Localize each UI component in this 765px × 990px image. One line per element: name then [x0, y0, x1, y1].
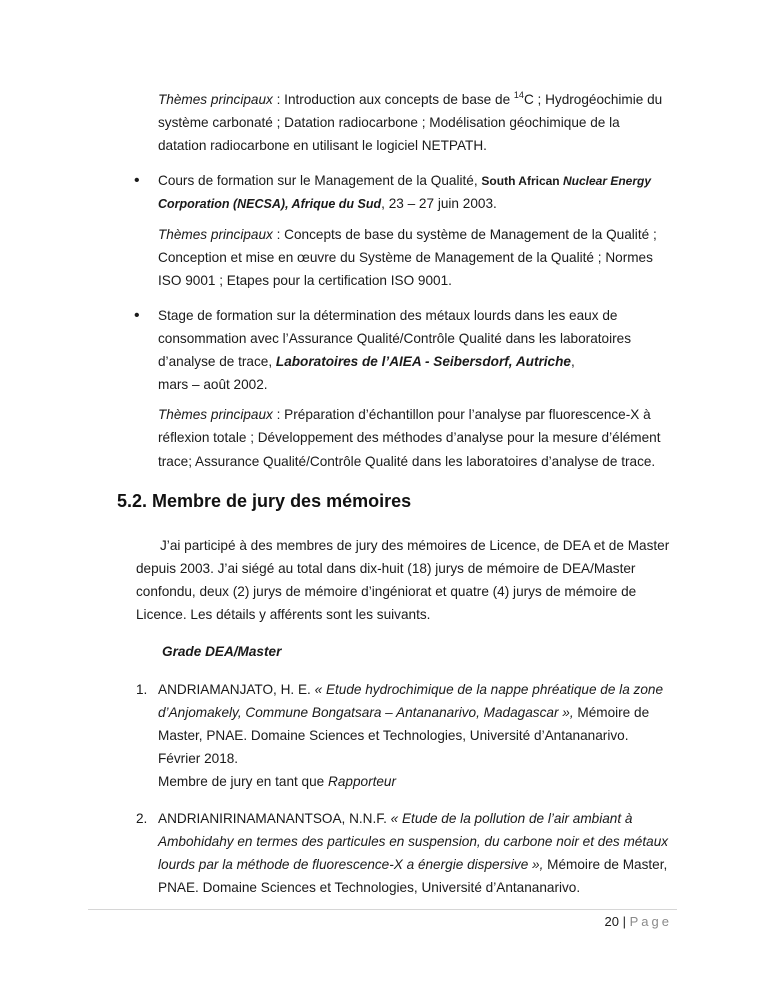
text: Cours de formation sur le Management de la Qualité, [158, 173, 482, 188]
author: ANDRIAMANJATO, H. E. [158, 682, 315, 697]
theme-line [158, 88, 662, 113]
theme-label: Thèmes principaux [158, 407, 273, 422]
paragraph-line: confondu, deux (2) jurys de mémoire d’ingéniorat et quatre (4) jurys de mémoire de [136, 584, 637, 599]
paragraph-line: Licence. Les détails y afférents sont les suivants. [136, 607, 431, 622]
list-number: 1. [136, 682, 148, 697]
list-item-line [158, 770, 396, 793]
list-item-line [158, 701, 649, 724]
list-item-line [158, 807, 632, 830]
text: Membre de jury en tant que [158, 774, 329, 789]
theme-line [158, 403, 651, 426]
text: Nuclear Energy [562, 174, 652, 188]
list-item-line [158, 853, 667, 876]
paragraph-line: depuis 2003. J’ai siégé au total dans dix-huit (18) jurys de mémoire de DEA/Master [136, 561, 636, 576]
text: Mémoire de [573, 705, 650, 720]
text-line: mars – août 2002. [158, 377, 268, 392]
grade-heading: Grade DEA/Master [162, 644, 282, 659]
text: , 23 – 27 juin 2003. [381, 196, 497, 211]
page-footer [605, 910, 672, 933]
thesis-title: « Etude de la pollution de l’air ambiant à [390, 811, 633, 826]
theme-label: Thèmes principaux [158, 227, 273, 242]
thesis-title: « Etude hydrochimique de la nappe phréatique de la zone [314, 682, 664, 697]
list-item-line: Février 2018. [158, 751, 239, 766]
list-item-line: Master, PNAE. Domaine Sciences et Technologies, Université d’Antananarivo. [158, 728, 629, 743]
list-number: 2. [136, 811, 148, 826]
bullet-icon: • [134, 172, 140, 189]
page-number: 20 [604, 914, 620, 929]
superscript: 14 [513, 90, 524, 100]
text-line: Conception et mise en œuvre du Système de Management de la Qualité ; Normes [158, 250, 653, 265]
text: , [570, 354, 575, 369]
text-line [158, 350, 575, 373]
text: South African [481, 174, 563, 188]
text: Mémoire de Master, [543, 857, 668, 872]
text-line: ISO 9001 ; Etapes pour la certification ISO 9001. [158, 273, 452, 288]
text-line: consommation avec l’Assurance Qualité/Contrôle Qualité dans les laboratoires [158, 331, 632, 346]
theme-line [158, 223, 657, 246]
role: Rapporteur [328, 774, 397, 789]
list-item-line [158, 678, 663, 701]
text: : Concepts de base du système de Management de la Qualité ; [272, 227, 657, 242]
text-line: Stage de formation sur la détermination des métaux lourds dans les eaux de [158, 308, 618, 323]
text: : Introduction aux concepts de base de [272, 92, 514, 107]
text-line: réflexion totale ; Développement des méthodes d’analyse pour la mesure d’élément [158, 430, 661, 445]
text-line: système carbonaté ; Datation radiocarbone ; Modélisation géochimique de la [158, 115, 620, 130]
text-line: datation radiocarbone en utilisant le logiciel NETPATH. [158, 138, 487, 153]
thesis-title: lourds par la méthode de fluorescence-X a énergie dispersive », [158, 857, 544, 872]
text: : Préparation d’échantillon pour l’analyse par fluorescence-X à [272, 407, 651, 422]
author: ANDRIANIRINAMANANTSOA, N.N.F. [158, 811, 391, 826]
paragraph-line: J’ai participé à des membres de jury des mémoires de Licence, de DEA et de Master [160, 538, 670, 553]
institution: Laboratoires de l’AIEA - Seibersdorf, Autriche [275, 354, 571, 369]
section-heading: 5.2. Membre de jury des mémoires [117, 491, 412, 511]
institution: Corporation (NECSA), Afrique du Sud [158, 197, 382, 211]
theme-label: Thèmes principaux [158, 92, 273, 107]
text-line: trace; Assurance Qualité/Contrôle Qualité dans les laboratoires d’analyse de trace. [158, 454, 656, 469]
list-item-line: PNAE. Domaine Sciences et Technologies, Université d’Antananarivo. [158, 880, 581, 895]
bullet-icon: • [134, 307, 140, 324]
text-line [158, 192, 497, 216]
footer-divider [88, 909, 677, 910]
text: d’analyse de trace, [158, 354, 276, 369]
thesis-title: d’Anjomakely, Commune Bongatsara – Antananarivo, Madagascar », [158, 705, 574, 720]
text-line [158, 169, 651, 193]
list-item-line: Ambohidahy en termes des particules en suspension, du carbone noir et des métaux [158, 834, 669, 849]
page-label: Page [629, 914, 672, 929]
separator: | [619, 914, 630, 929]
text: C ; Hydrogéochimie du [523, 92, 663, 107]
